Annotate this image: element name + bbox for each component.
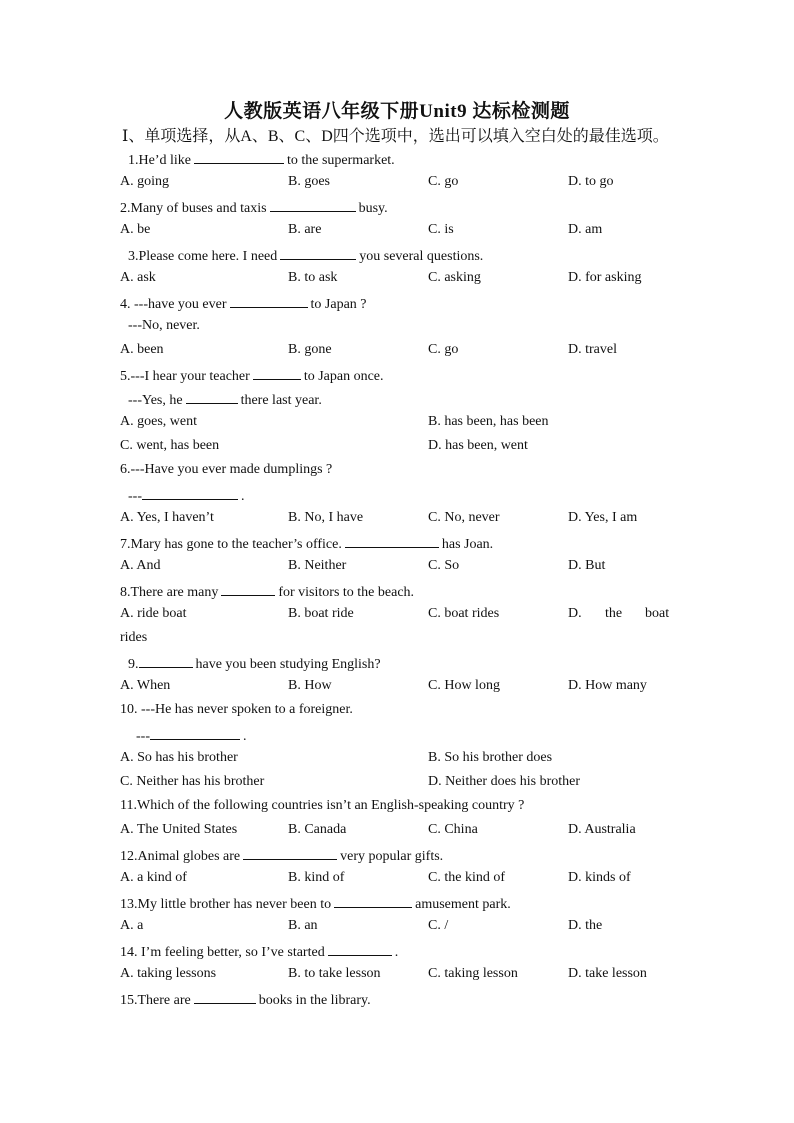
option-b: B. No, I have xyxy=(288,510,364,525)
question-3 xyxy=(128,245,483,266)
option-c: C. China xyxy=(428,822,478,837)
question-13-text-end: amusement park. xyxy=(415,897,511,912)
question-11: 11.Which of the following countries isn’t an English-speaking country ? xyxy=(120,798,525,813)
question-5-text-end: to Japan once. xyxy=(303,369,384,384)
option-c: C. went, has been xyxy=(120,438,220,453)
option-d: D. am xyxy=(568,222,603,237)
option-b: B. to ask xyxy=(288,270,338,285)
option-c: C. So xyxy=(428,558,460,573)
question-10-reply-text: --- xyxy=(136,729,150,744)
question-12-text: 12.Animal globes are xyxy=(120,849,241,864)
option-a: A. been xyxy=(120,342,164,357)
question-14 xyxy=(120,941,398,962)
question-4-reply: ---No, never. xyxy=(128,318,200,333)
option-d: D. to go xyxy=(568,174,614,189)
option-a: A. And xyxy=(120,558,161,573)
question-13-text: 13.My little brother has never been to xyxy=(120,897,332,912)
option-a: A. going xyxy=(120,174,169,189)
option-d: D. But xyxy=(568,558,606,573)
question-14-text: 14. I’m feeling better, so I’ve started xyxy=(120,945,325,960)
question-6-reply xyxy=(128,485,245,506)
question-1-text-end: to the supermarket. xyxy=(286,153,395,168)
question-2-text-end: busy. xyxy=(358,201,388,216)
question-1-text: 1.He’d like xyxy=(128,153,191,168)
option-b: B. has been, has been xyxy=(428,414,549,429)
question-8-text-end: for visitors to the beach. xyxy=(278,585,415,600)
question-13 xyxy=(120,893,511,914)
question-3-text: 3.Please come here. I need xyxy=(128,249,278,264)
question-8 xyxy=(120,581,414,602)
option-d-label: D. xyxy=(568,606,582,621)
answer-blank xyxy=(221,581,275,596)
question-6-reply-text: --- xyxy=(128,489,142,504)
question-10-reply-end: . xyxy=(243,729,247,744)
question-10: 10. ---He has never spoken to a foreigner. xyxy=(120,702,353,717)
option-b: B. are xyxy=(288,222,322,237)
answer-blank xyxy=(253,365,301,380)
question-3-text-end: you several questions. xyxy=(359,249,484,264)
question-5-reply-end: there last year. xyxy=(240,393,322,408)
option-c: C. asking xyxy=(428,270,481,285)
question-10-reply xyxy=(136,725,247,746)
answer-blank xyxy=(186,389,238,404)
option-d: D. Yes, I am xyxy=(568,510,638,525)
option-c: C. is xyxy=(428,222,454,237)
option-b: B. Canada xyxy=(288,822,347,837)
section-instruction: Ⅰ、单项选择，从A、B、C、D四个选项中，选出可以填入空白处的最佳选项。 xyxy=(122,128,669,145)
answer-blank xyxy=(142,485,238,500)
option-c: C. go xyxy=(428,342,459,357)
option-a: A. be xyxy=(120,222,151,237)
answer-blank xyxy=(280,245,356,260)
question-5-reply-text: ---Yes, he xyxy=(128,393,183,408)
option-b: B. gone xyxy=(288,342,332,357)
option-a: A. Yes, I haven’t xyxy=(120,510,214,525)
question-8-text: 8.There are many xyxy=(120,585,219,600)
question-5-text: 5.---I hear your teacher xyxy=(120,369,250,384)
question-12-text-end: very popular gifts. xyxy=(340,849,444,864)
option-b: B. boat ride xyxy=(288,606,354,621)
option-b: B. How xyxy=(288,678,332,693)
answer-blank xyxy=(345,533,439,548)
question-9-number: 9. xyxy=(128,657,139,672)
question-9 xyxy=(128,653,381,674)
answer-blank xyxy=(328,941,392,956)
question-4-text: 4. ---have you ever xyxy=(120,297,227,312)
option-a: A. goes, went xyxy=(120,414,197,429)
option-a: A. So has his brother xyxy=(120,750,238,765)
answer-blank xyxy=(230,293,308,308)
answer-blank xyxy=(334,893,412,908)
answer-blank xyxy=(243,845,337,860)
question-15 xyxy=(120,989,371,1010)
question-6-reply-end: . xyxy=(241,489,245,504)
option-a: A. taking lessons xyxy=(120,966,217,981)
option-d-word: the xyxy=(605,606,623,621)
option-d: D. kinds of xyxy=(568,870,631,885)
document-title: 人教版英语八年级下册Unit9 达标检测题 xyxy=(224,101,570,122)
option-a: A. a xyxy=(120,918,144,933)
option-d-word: boat xyxy=(645,606,670,621)
option-b: B. an xyxy=(288,918,318,933)
option-c: C. go xyxy=(428,174,459,189)
question-5 xyxy=(120,365,384,386)
option-d: D. travel xyxy=(568,342,617,357)
option-c: C. How long xyxy=(428,678,500,693)
question-1 xyxy=(128,149,395,170)
option-d: D. has been, went xyxy=(428,438,528,453)
question-4 xyxy=(120,293,367,314)
answer-blank xyxy=(270,197,356,212)
option-a: A. ask xyxy=(120,270,156,285)
option-a: A. a kind of xyxy=(120,870,187,885)
answer-blank xyxy=(150,725,240,740)
question-14-text-end: . xyxy=(394,945,399,960)
answer-blank xyxy=(194,989,256,1004)
question-2 xyxy=(120,197,388,218)
option-c: C. Neither has his brother xyxy=(120,774,265,789)
option-c: C. boat rides xyxy=(428,606,500,621)
option-a: A. ride boat xyxy=(120,606,187,621)
option-b: B. goes xyxy=(288,174,330,189)
option-b: B. So his brother does xyxy=(428,750,553,765)
option-b: B. Neither xyxy=(288,558,347,573)
answer-blank xyxy=(194,149,284,164)
answer-blank xyxy=(139,653,193,668)
question-2-text: 2.Many of buses and taxis xyxy=(120,201,267,216)
question-7 xyxy=(120,533,493,554)
option-d: D. Neither does his brother xyxy=(428,774,581,789)
option-c: C. No, never xyxy=(428,510,500,525)
question-4-text-end: to Japan ? xyxy=(310,297,367,312)
option-d: D. take lesson xyxy=(568,966,647,981)
option-b: B. kind of xyxy=(288,870,345,885)
option-c: C. / xyxy=(428,918,449,933)
question-9-text: have you been studying English? xyxy=(195,657,381,672)
option-b: B. to take lesson xyxy=(288,966,381,981)
question-15-text-end: books in the library. xyxy=(258,993,371,1008)
question-12 xyxy=(120,845,443,866)
option-d: D. Australia xyxy=(568,822,636,837)
option-a: A. When xyxy=(120,678,171,693)
question-15-text: 15.There are xyxy=(120,993,191,1008)
question-6: 6.---Have you ever made dumplings ? xyxy=(120,462,333,477)
option-a: A. The United States xyxy=(120,822,238,837)
question-5-reply xyxy=(128,389,322,410)
option-d-continued: rides xyxy=(120,630,148,645)
option-c: C. taking lesson xyxy=(428,966,518,981)
question-7-text-end: has Joan. xyxy=(441,537,494,552)
option-d: D. for asking xyxy=(568,270,642,285)
option-d: D. the xyxy=(568,918,603,933)
question-7-text: 7.Mary has gone to the teacher’s office. xyxy=(120,537,342,552)
option-c: C. the kind of xyxy=(428,870,505,885)
option-d: D. How many xyxy=(568,678,647,693)
